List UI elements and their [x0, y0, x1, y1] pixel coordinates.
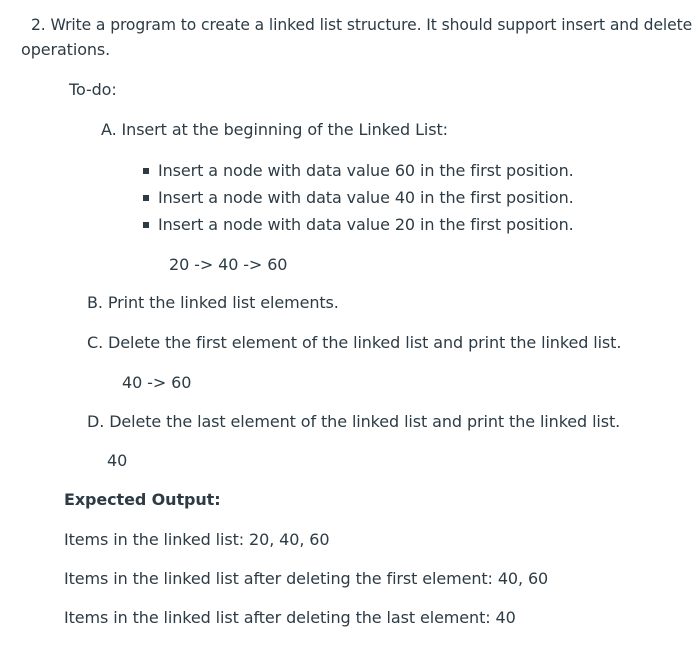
- step-d-title: D. Delete the last element of the linked list and print the linked list.: [87, 412, 621, 431]
- bullet-marker-3: [143, 222, 149, 228]
- expected-output-heading: Expected Output:: [64, 490, 221, 509]
- step-a-result: 20 -> 40 -> 60: [169, 255, 288, 274]
- step-c-title: C. Delete the first element of the linked list and print the linked list.: [87, 333, 622, 352]
- todo-heading: To-do:: [69, 80, 117, 99]
- bullet-marker-2: [143, 195, 149, 201]
- expected-line-3: Items in the linked list after deleting the last element: 40: [64, 608, 516, 627]
- question-line-2: operations.: [21, 40, 111, 59]
- step-a-title: A. Insert at the beginning of the Linked List:: [101, 120, 448, 139]
- step-b-title: B. Print the linked list elements.: [87, 293, 339, 312]
- expected-line-2: Items in the linked list after deleting the first element: 40, 60: [64, 569, 549, 588]
- step-a-bullet-1: Insert a node with data value 60 in the first position.: [158, 161, 574, 180]
- step-a-bullet-2: Insert a node with data value 40 in the first position.: [158, 188, 574, 207]
- bullet-marker-1: [143, 168, 149, 174]
- question-line-1: 2. Write a program to create a linked list structure. It should support insert and delete: [31, 15, 693, 34]
- expected-line-1: Items in the linked list: 20, 40, 60: [64, 530, 330, 549]
- step-c-result: 40 -> 60: [122, 373, 192, 392]
- step-a-bullet-3: Insert a node with data value 20 in the first position.: [158, 215, 574, 234]
- step-d-result: 40: [107, 451, 128, 470]
